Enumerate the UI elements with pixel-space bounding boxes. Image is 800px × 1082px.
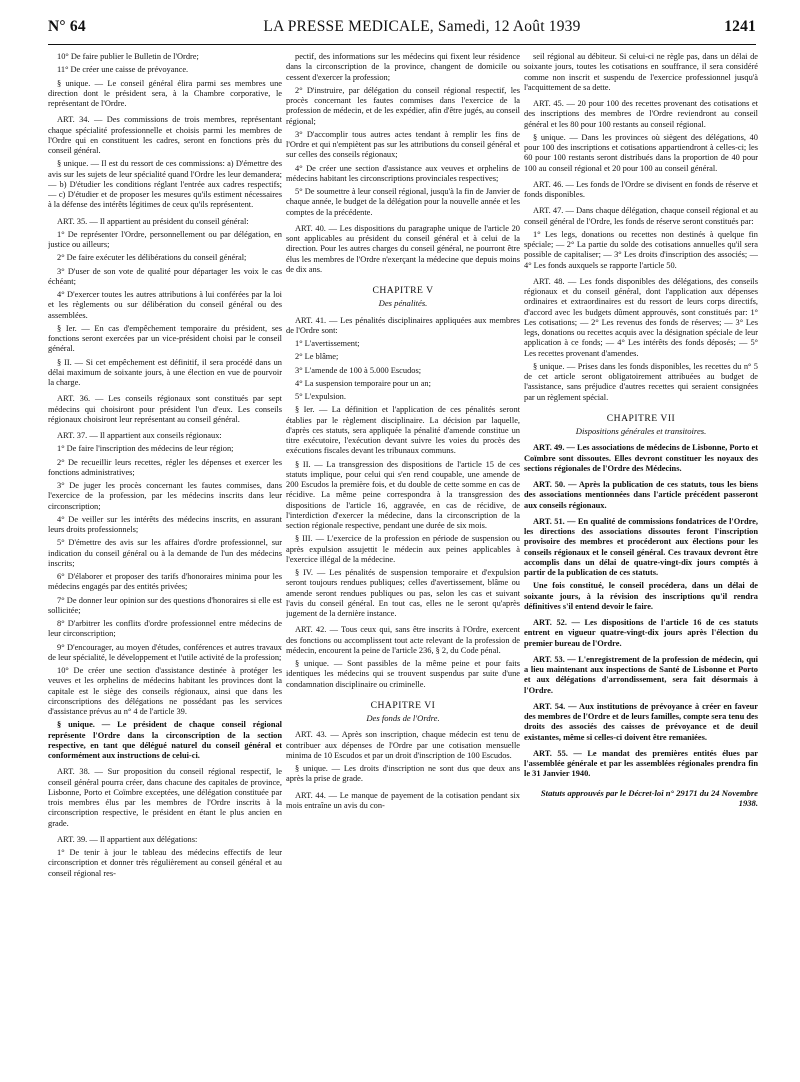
article-paragraph: ART. 53. — L'enregistrement de la profession de médecin, qui a lieu maintenant aux inspections de Santé de Lisbonne et Porto et aux délégations d'arrondissement, sera fait désormais à l'Ordre. xyxy=(524,654,758,695)
article-paragraph: ART. 55. — Le mandat des premières entités élues par l'assemblée générale et par les assemblées régionales prendra fin le 31 Janvier 1940. xyxy=(524,748,758,779)
article-paragraph: ART. 48. — Les fonds disponibles des délégations, des conseils régionaux et du conseil général, dont l'application aux dépenses ordinaires et extraordinaires est du ressort de leurs corps directifs, d'accord avec les budgets dûment approuvés, sont constitués par: 1° Les cotisations; — 2° Les revenus des fonds de réserves; — 3° Les legs, donations ou recettes acquis avec la désignation spéciale de leur application à ce fonds; — 4° Les intérêts des fonds déposés; — 5° Les recettes provenant d'amendes. xyxy=(524,276,758,358)
paragraph: 1° De tenir à jour le tableau des médecins effectifs de leur circonscription et donner très régulièrement au conseil général et au conseil régional res- xyxy=(48,848,282,878)
chapter-subtitle: Dispositions générales et transitoires. xyxy=(575,426,707,436)
paragraph: 10° De créer une section d'assistance destinée à protéger les veuves et les orphelins de médecins habitant les provinces dont la capitale est le siège des conseils régionaux, ainsi que dans les circonscriptions des délégations ne possédant pas les services d'assistance prévus au n° 4 de l'article 39. xyxy=(48,666,282,716)
paragraph: 4° De veiller sur les intérêts des médecins inscrits, en assurant leurs droits professionnels; xyxy=(48,514,282,534)
journal-title: LA PRESSE MEDICALE, Samedi, 12 Août 1939 xyxy=(263,18,581,35)
paragraph: § unique. — Sont passibles de la même peine et pour faits identiques les médecins qui se trouvent suspendus par suite d'une condamnation disciplinaire ou criminelle. xyxy=(286,659,520,689)
paragraph: 2° D'instruire, par délégation du conseil régional respectif, les procès concernant les fautes commises dans l'exercice de la profession de médecin, et de les expédier, afin d'être jugés, au conseil régional; xyxy=(286,85,520,126)
paragraph: 1° De faire l'inscription des médecins de leur région; xyxy=(57,444,234,454)
page-number: 1241 xyxy=(724,18,756,35)
column-3 xyxy=(524,52,758,1067)
article-paragraph: ART. 37. — Il appartient aux conseils régionaux: xyxy=(57,431,222,440)
paragraph: 2° De recueillir leurs recettes, régler les dépenses et exercer les fonctions administratives; xyxy=(48,457,282,477)
article-paragraph: ART. 35. — Il appartient au président du conseil général: xyxy=(57,216,249,226)
paragraph: 11° De créer une caisse de prévoyance. xyxy=(57,65,189,75)
chapter-heading: CHAPITRE VII xyxy=(606,412,676,424)
article-paragraph: ART. 54. — Aux institutions de prévoyance à créer en faveur des membres de l'Ordre et de leurs familles, compte sera tenu des droits des associés des caisses de prévoyance et de deuil existantes, même si celles-ci doivent être remaniées. xyxy=(524,701,758,742)
paragraph: § III. — L'exercice de la profession en période de suspension ou après expulsion assujettit le médecin aux peines applicables à l'exercice illégal de la médecine. xyxy=(286,534,520,564)
article-paragraph: ART. 46. — Les fonds de l'Ordre se divisent en fonds de réserve et fonds disponibles. xyxy=(524,179,758,199)
paragraph: Une fois constitué, le conseil procédera, dans un délai de soixante jours, à la révision des inscriptions qu'il rendra définitives s'il entend devoir le faire. xyxy=(524,581,758,611)
article-paragraph: ART. 36. — Les conseils régionaux sont constitués par sept médecins qui choisiront pour président l'un d'eux. Les conseils régionaux choisiront leur représentant au conseil général. xyxy=(48,394,282,424)
chapter-subtitle: Des fonds de l'Ordre. xyxy=(366,713,440,723)
article-paragraph: ART. 44. — Le manque de payement de la cotisation pendant six mois entraîne un avis du con- xyxy=(286,790,520,810)
paragraph: § unique. — Dans les provinces où siègent des délégations, 40 pour 100 des inscriptions et cotisations appartiendront à celles-ci; les 60 pour 100 restants seront distribués dans la proportion de 40 pour 100 au conseil régional et 20 pour 100 au conseil général. xyxy=(524,132,758,173)
paragraph: 5° L'expulsion. xyxy=(295,392,346,401)
paragraph: 4° De créer une section d'assistance aux veuves et orphelins de médecins habitant les circonscriptions provinciales respectives; xyxy=(286,163,520,183)
article-paragraph: ART. 40. — Les dispositions du paragraphe unique de l'article 20 sont applicables au président du conseil général et à celui de la direction. Pour les autres charges du conseil général, ne pourront être élus les membres de l'Ordre n'exerçant la médecine que depuis moins de dix ans. xyxy=(286,223,520,274)
paragraph: 3° De juger les procès concernant les fautes commises, dans l'exercice de la profession, par les médecins inscrits dans leur circonscription; xyxy=(48,481,282,511)
paragraph: 2° Le blâme; xyxy=(295,352,339,362)
article-paragraph: ART. 41. — Les pénalités disciplinaires appliquées aux membres de l'Ordre sont: xyxy=(286,315,520,335)
article-paragraph: ART. 49. — Les associations de médecins de Lisbonne, Porto et Coïmbre sont dissoutes. Elles devront constituer les noyaux des sections régionales de l'Ordre des Médecins. xyxy=(524,443,758,473)
article-paragraph: ART. 51. — En qualité de commissions fondatrices de l'Ordre, les directions des associations dissoutes feront l'inscription provisoire des membres et procéderont aux élections pour les conseils régionaux et le conseil général. Ces travaux devront être accomplis dans un délai de quatre-vingt-dix jours comptés à partir de la publication de ces statuts. xyxy=(524,516,758,577)
article-paragraph: ART. 52. — Les dispositions de l'article 16 de ces statuts entrent en vigueur quatre-vingt-dix jours après l'élection du premier bureau de l'Ordre. xyxy=(524,618,758,648)
paragraph: 9° D'encourager, au moyen d'études, conférences et autres travaux de leur spécialité, le développement et l'utile activité de la profession; xyxy=(48,642,282,662)
paragraph: 4° La suspension temporaire pour un an; xyxy=(295,378,431,388)
paragraph: 5° De soumettre à leur conseil régional, jusqu'à la fin de Janvier de chaque année, le budget de la délégation pour la nouvelle année et les comptes de la précédente. xyxy=(286,187,520,217)
chapter-heading: CHAPITRE VI xyxy=(370,699,436,711)
paragraph: 3° L'amende de 100 à 5.000 Escudos; xyxy=(295,365,422,375)
paragraph: 8° D'arbitrer les conflits d'ordre professionnel entre médecins de leur circonscription; xyxy=(48,619,282,639)
article-paragraph: ART. 45. — 20 pour 100 des recettes provenant des cotisations et des inscriptions des membres de l'Ordre reviendront au conseil général et les 80 pour 100 restants au conseil régional. xyxy=(524,99,758,129)
paragraph: 7° De donner leur opinion sur des questions d'honoraires si elle est sollicitée; xyxy=(48,595,282,615)
paragraph: 1° L'avertissement; xyxy=(295,339,360,348)
article-paragraph: ART. 50. — Après la publication de ces statuts, tous les biens des associations mentionnées dans l'article précédent passeront aux conseils régionaux. xyxy=(524,480,758,510)
paragraph: § unique. — Prises dans les fonds disponibles, les recettes du n° 5 de cet article seront obligatoirement attribuées au budget de l'assistance, sans préjudice d'autres recettes qui seraient consignées par un règlement spécial. xyxy=(524,361,758,402)
chapter-subtitle: Des pénalités. xyxy=(378,298,428,309)
paragraph: 6° D'élaborer et proposer des tarifs d'honoraires minima pour les médecins engagés par des entités privées; xyxy=(48,572,282,592)
paragraph: 1° De représenter l'Ordre, personnellement ou par délégation, en justice ou ailleurs; xyxy=(48,229,282,249)
column-2 xyxy=(286,52,520,1067)
paragraph: § IV. — Les pénalités de suspension temporaire et d'expulsion seront toujours rendues publiques; celles d'avertissement, blâme ou amende seront rendues publiques ou pas, selon les cas et suivant l'avis du conseil général. En tout cas, elles ne le seront qu'après jugement de la dernière instance. xyxy=(286,568,520,618)
paragraph: § II. — La transgression des dispositions de l'article 15 de ces statuts implique, pour celui qui s'en rend coupable, une amende de 200 Escudos la première fois, et du double de cette somme en cas de récidive. La même peine correspondra à la transgression des dispositions de l'article 16, aggravée, en cas de récidive, de l'interdiction d'exercer la médecine, dans la circonscription de la section régionale respective, pendant une durée de six mois. xyxy=(286,459,520,530)
article-paragraph: ART. 42. — Tous ceux qui, sans être inscrits à l'Ordre, exercent des fonctions ou accomplissent tout acte relevant de la profession de médecin, encourent la peine de l'article 236, § 2, du Code pénal. xyxy=(286,625,520,655)
paragraph: § unique. — Le président de chaque conseil régional représente l'Ordre dans la circonscription de la section respective, en tant que délégué naturel du conseil général et conformément aux instructions de celui-ci. xyxy=(48,720,282,760)
paragraph: § unique. — Il est du ressort de ces commissions: a) D'émettre des avis sur les sujets de leur spécialité quand l'Ordre les leur demandera; — b) D'étudier les conditions réglant l'entrée aux cadres respectifs; — c) D'étudier et de proposer les mesures qu'ils estiment nécessaires à la défense des intérêts légitimes de ceux qu'ils représentent. xyxy=(48,159,282,210)
paragraph: § unique. — Le conseil général élira parmi ses membres une direction dont le président sera, à la Chambre corporative, le représentant de l'Ordre. xyxy=(48,78,282,108)
paragraph: 5° D'émettre des avis sur les affaires d'ordre professionnel, sur indication du conseil général ou à la demande de l'un des médecins inscrits; xyxy=(48,538,282,568)
paragraph: 3° D'accomplir tous autres actes tendant à remplir les fins de l'Ordre et qui n'empiètent pas sur les attributions du conseil général et sur celles des conseils régionaux; xyxy=(286,129,520,160)
article-paragraph: ART. 47. — Dans chaque délégation, chaque conseil régional et au conseil général de l'Ordre, les fonds de réserve seront constitués par: xyxy=(524,206,758,226)
decree-reference: Statuts approuvés par le Décret-loi n° 29171 du 24 Novembre 1938. xyxy=(540,787,758,808)
header-rule xyxy=(48,44,756,45)
paragraph: 1° Les legs, donations ou recettes non destinés à quelque fin spéciale; — 2° La partie du solde des cotisations annuelles qu'il sera possible de capitaliser; — 3° Les droits d'inscription des associés; — 4° Les fonds auxquels se rapporte l'article 50. xyxy=(524,229,758,270)
paragraph: 2° De faire exécuter les délibérations du conseil général; xyxy=(57,253,247,263)
paragraph: § unique. — Les droits d'inscription ne sont dus que deux ans après la prise de grade. xyxy=(286,764,520,784)
paragraph: § II. — Si cet empêchement est définitif, il sera procédé dans un délai maximum de soixante jours, à une élection en vue de pourvoir la charge. xyxy=(48,357,282,387)
paragraph: 3° D'user de son vote de qualité pour départager les voix le cas échéant; xyxy=(48,266,282,286)
paragraph: § Ier. — La définition et l'application de ces pénalités seront établies par le règlement disciplinaire. La décision par laquelle, d'après ces statuts, sera appliquée la pénalité d'amende constitue un titre exécutoire, l'exécution devant suivre les voies du procès des exécutions fiscales devant les tribunaux communs. xyxy=(286,405,520,456)
paragraph: seil régional au débiteur. Si celui-ci ne règle pas, dans un délai de soixante jours, toutes les cotisations en souffrance, il sera considéré comme non inscrit et suspendu de l'exercice professionnel jusqu'à l'acquittement de sa dette. xyxy=(524,52,758,92)
column-1 xyxy=(48,52,282,1067)
article-paragraph: ART. 39. — Il appartient aux délégations: xyxy=(57,834,198,844)
article-paragraph: ART. 38. — Sur proposition du conseil régional respectif, le conseil général pourra créer, dans chacune des capitales de province, Lisbonne, Porto et Coïmbre exceptées, une délégation constituée par trois membres élus par les membres de l'Ordre inscrits à la circonscription respective, le président en étant le plus ancien en grade. xyxy=(48,767,282,828)
chapter-heading: CHAPITRE V xyxy=(372,285,434,296)
paragraph: § Ier. — En cas d'empêchement temporaire du président, ses fonctions seront exercées par un vice-président choisi par le conseil général. xyxy=(48,323,282,354)
page-header xyxy=(48,18,756,40)
paragraph: 4° D'exercer toutes les autres attributions à lui conférées par la loi et les règlements ou sur délibération du conseil général ou des assemblées. xyxy=(48,290,282,320)
text-columns xyxy=(48,52,758,1067)
article-paragraph: ART. 43. — Après son inscription, chaque médecin est tenu de contribuer aux dépenses de l'Ordre par une cotisation mensuelle minima de 10 Escudos et par un droit d'inscription de 100 Escudos. xyxy=(286,730,520,760)
article-paragraph: ART. 34. — Des commissions de trois membres, représentant chaque spécialité professionnelle et choisis parmi les membres de l'Ordre qui en constituent les cadres, seront en fonctions près du conseil général. xyxy=(48,115,282,155)
issue-number: N° 64 xyxy=(48,18,86,35)
paragraph: 10° De faire publier le Bulletin de l'Ordre; xyxy=(57,52,199,61)
paragraph: pectif, des informations sur les médecins qui fixent leur résidence dans la circonscription de la province, changent de domicile ou cessent d'exercer la profession; xyxy=(286,52,520,82)
